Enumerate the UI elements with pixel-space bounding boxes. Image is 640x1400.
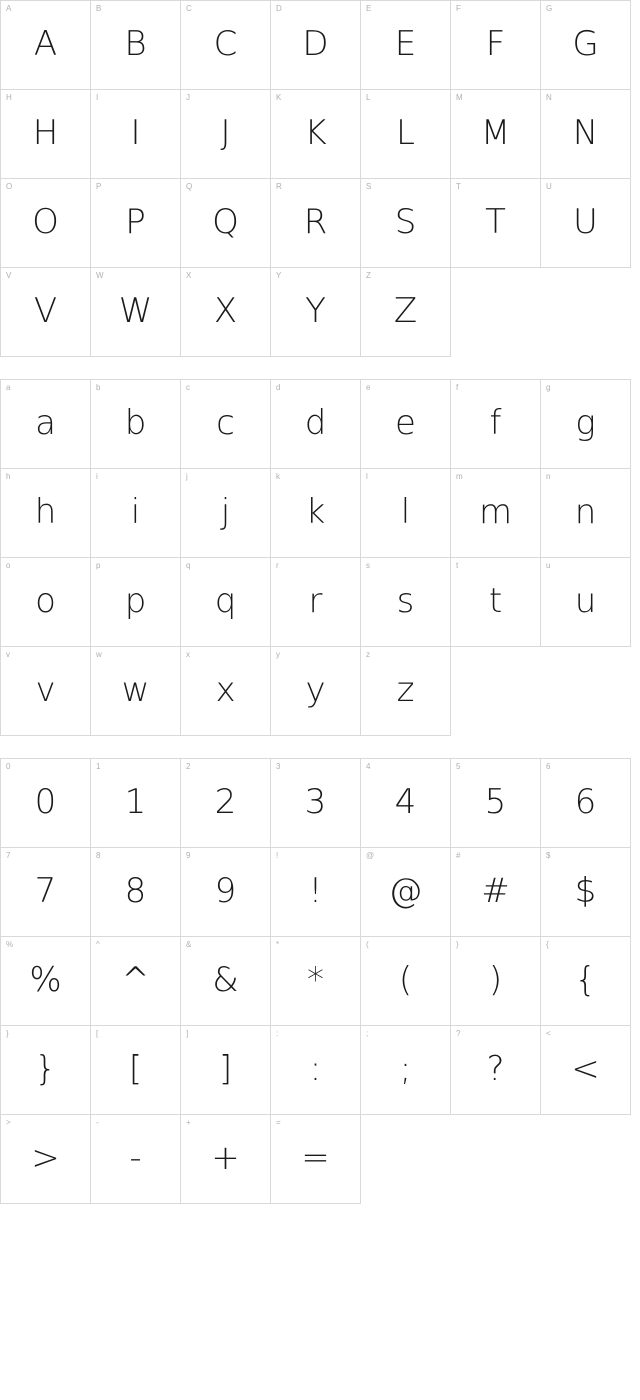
glyph-sample: s (396, 581, 415, 621)
glyph-code-label: } (6, 1029, 9, 1038)
glyph-code-label: I (96, 93, 99, 102)
glyph-sample: A (33, 24, 58, 64)
glyph-sample: 3 (304, 782, 327, 822)
glyph-code-label: V (6, 271, 12, 280)
glyph-sample: C (213, 24, 238, 64)
glyph-cell[interactable] (451, 179, 541, 268)
glyph-sample: 2 (214, 782, 237, 822)
glyph-sample: 6 (574, 782, 597, 822)
glyph-code-label: ? (456, 1029, 461, 1038)
glyph-sample: 8 (124, 871, 147, 911)
glyph-sample: S (394, 202, 417, 242)
glyph-cell[interactable] (361, 90, 451, 179)
glyph-sample: : (309, 1049, 322, 1089)
glyph-cell[interactable] (271, 380, 361, 469)
glyph-sample: t (488, 581, 503, 621)
glyph-sample: < (571, 1049, 600, 1089)
glyph-cell[interactable] (451, 759, 541, 848)
glyph-sample: P (125, 202, 146, 242)
glyph-sample: c (216, 403, 235, 443)
glyph-cell-empty (451, 268, 541, 357)
glyph-code-label: ^ (96, 940, 100, 949)
glyph-sample: % (29, 960, 62, 1000)
glyph-code-label: $ (546, 851, 551, 860)
glyph-cell[interactable] (361, 268, 451, 357)
glyph-code-label: i (96, 472, 98, 481)
glyph-code-label: o (6, 561, 11, 570)
glyph-code-label: ! (276, 851, 279, 860)
glyph-code-label: j (186, 472, 188, 481)
glyph-cell[interactable] (271, 1026, 361, 1115)
glyph-sample: y (305, 670, 326, 710)
glyph-sample: ? (486, 1049, 505, 1089)
glyph-sample: M (480, 113, 511, 153)
glyph-code-label: & (186, 940, 192, 949)
glyph-sample: a (35, 403, 56, 443)
glyph-code-label: @ (366, 851, 375, 860)
glyph-sample: ; (399, 1049, 412, 1089)
glyph-code-label: C (186, 4, 192, 13)
glyph-cell[interactable] (451, 1, 541, 90)
glyph-sample: m (478, 492, 513, 532)
glyph-code-label: F (456, 4, 461, 13)
glyph-cell[interactable] (1, 558, 91, 647)
glyph-cell-empty (541, 647, 631, 736)
glyph-cell[interactable] (181, 90, 271, 179)
glyph-code-label: G (546, 4, 553, 13)
glyph-cell[interactable] (361, 647, 451, 736)
glyph-code-label: O (6, 182, 13, 191)
glyph-code-label: w (96, 650, 102, 659)
glyph-code-label: t (456, 561, 459, 570)
glyph-cell[interactable] (541, 179, 631, 268)
glyph-sample: Q (212, 202, 239, 242)
glyph-cell[interactable] (91, 1026, 181, 1115)
glyph-sample: w (121, 670, 150, 710)
glyph-sample: } (34, 1049, 57, 1089)
glyph-code-label: 2 (186, 762, 191, 771)
glyph-sample: ] (218, 1049, 233, 1089)
glyph-cell[interactable] (541, 848, 631, 937)
glyph-code-label: 5 (456, 762, 461, 771)
glyph-cell[interactable] (361, 1026, 451, 1115)
glyph-sample: g (575, 403, 596, 443)
glyph-cell[interactable] (451, 937, 541, 1026)
glyph-code-label: W (96, 271, 104, 280)
glyph-code-label: m (456, 472, 463, 481)
glyph-code-label: A (6, 4, 12, 13)
glyph-code-label: 9 (186, 851, 191, 860)
glyph-code-label: P (96, 182, 102, 191)
glyph-cell[interactable] (1, 268, 91, 357)
glyph-code-label: E (366, 4, 372, 13)
glyph-sample: 7 (34, 871, 57, 911)
glyph-cell[interactable] (451, 848, 541, 937)
glyph-code-label: # (456, 851, 461, 860)
glyph-code-label: - (96, 1118, 99, 1127)
glyph-code-label: Z (366, 271, 371, 280)
glyph-code-label: N (546, 93, 552, 102)
glyph-sample: i (130, 492, 141, 532)
glyph-code-label: a (6, 383, 11, 392)
glyph-cell[interactable] (181, 848, 271, 937)
glyph-sample: q (214, 581, 237, 621)
glyph-sample: k (305, 492, 326, 532)
glyph-code-label: * (276, 940, 280, 949)
glyph-cell[interactable] (1, 179, 91, 268)
glyph-cell[interactable] (91, 1, 181, 90)
glyph-cell[interactable] (361, 469, 451, 558)
glyph-cell[interactable] (181, 1115, 271, 1204)
glyph-sample: Z (393, 291, 418, 331)
glyph-code-label: < (546, 1029, 551, 1038)
glyph-code-label: 3 (276, 762, 281, 771)
glyph-sample: W (118, 291, 153, 331)
glyph-sample: # (481, 871, 510, 911)
glyph-code-label: g (546, 383, 551, 392)
glyph-sample: h (34, 492, 57, 532)
glyph-cell[interactable] (271, 937, 361, 1026)
glyph-cell[interactable] (91, 937, 181, 1026)
glyph-cell-empty (361, 1115, 451, 1204)
glyph-cell[interactable] (451, 380, 541, 469)
glyph-cell[interactable] (1, 380, 91, 469)
glyph-code-label: y (276, 650, 280, 659)
glyph-sample: * (307, 960, 324, 1000)
glyph-cell[interactable] (181, 558, 271, 647)
glyph-code-label: K (276, 93, 282, 102)
glyph-cell[interactable] (541, 937, 631, 1026)
glyph-sample: n (574, 492, 597, 532)
glyph-cell[interactable] (91, 469, 181, 558)
glyph-cell[interactable] (451, 469, 541, 558)
glyph-sample: r (308, 581, 323, 621)
glyph-cell[interactable] (541, 469, 631, 558)
glyph-code-label: T (456, 182, 461, 191)
glyph-code-label: 4 (366, 762, 371, 771)
glyph-code-label: M (456, 93, 463, 102)
glyph-cell-empty (451, 647, 541, 736)
glyph-code-label: + (186, 1118, 191, 1127)
glyph-cell[interactable] (181, 759, 271, 848)
glyph-code-label: n (546, 472, 551, 481)
glyph-cell[interactable] (271, 179, 361, 268)
glyph-cell[interactable] (271, 268, 361, 357)
glyph-sample: v (35, 670, 56, 710)
glyph-block-digits-and-symbols (0, 758, 631, 1204)
glyph-cell[interactable] (541, 380, 631, 469)
glyph-cell-empty (541, 1115, 631, 1204)
glyph-code-label: d (276, 383, 281, 392)
glyph-code-label: U (546, 182, 552, 191)
glyph-cell[interactable] (271, 90, 361, 179)
glyph-code-label: % (6, 940, 14, 949)
glyph-sample: p (124, 581, 147, 621)
glyph-sample: Y (305, 291, 326, 331)
glyph-cell[interactable] (1, 848, 91, 937)
glyph-cell[interactable] (541, 90, 631, 179)
glyph-sample: & (212, 960, 239, 1000)
glyph-code-label: Q (186, 182, 193, 191)
glyph-code-label: 6 (546, 762, 551, 771)
glyph-sample: D (302, 24, 329, 64)
glyph-cell[interactable] (1, 469, 91, 558)
glyph-sample: ) (488, 960, 503, 1000)
glyph-sample: 5 (484, 782, 507, 822)
glyph-cell[interactable] (91, 558, 181, 647)
glyph-code-label: ( (366, 940, 369, 949)
glyph-code-label: { (546, 940, 549, 949)
glyph-cell[interactable] (181, 1, 271, 90)
glyph-sample: ^ (121, 960, 150, 1000)
glyph-code-label: l (366, 472, 368, 481)
glyph-cell[interactable] (181, 380, 271, 469)
glyph-sample: [ (128, 1049, 143, 1089)
glyph-cell[interactable] (91, 268, 181, 357)
glyph-cell[interactable] (1, 1026, 91, 1115)
glyph-sample: - (129, 1138, 142, 1178)
glyph-cell[interactable] (361, 380, 451, 469)
glyph-sample: ! (308, 871, 323, 911)
glyph-sample: j (220, 492, 231, 532)
glyph-cell[interactable] (451, 90, 541, 179)
glyph-cell[interactable] (181, 937, 271, 1026)
glyph-cell[interactable] (541, 1, 631, 90)
glyph-sample: B (124, 24, 147, 64)
glyph-sample: > (31, 1138, 60, 1178)
glyph-code-label: D (276, 4, 282, 13)
glyph-cell[interactable] (271, 1, 361, 90)
glyph-sample: E (394, 24, 417, 64)
glyph-cell[interactable] (91, 848, 181, 937)
glyph-sample: o (35, 581, 56, 621)
glyph-code-label: 1 (96, 762, 101, 771)
glyph-sample: $ (574, 871, 597, 911)
glyph-code-label: H (6, 93, 12, 102)
glyph-code-label: > (6, 1118, 11, 1127)
glyph-code-label: R (276, 182, 282, 191)
glyph-sample: J (220, 113, 231, 153)
glyph-sample: R (303, 202, 328, 242)
glyph-sample: V (33, 291, 58, 331)
glyph-code-label: e (366, 383, 371, 392)
glyph-cell[interactable] (361, 1, 451, 90)
glyph-code-label: k (276, 472, 280, 481)
glyph-sample: T (485, 202, 506, 242)
glyph-cell[interactable] (361, 937, 451, 1026)
glyph-sample: O (32, 202, 59, 242)
glyph-cell[interactable] (1, 647, 91, 736)
glyph-cell[interactable] (1, 937, 91, 1026)
glyph-cell[interactable] (91, 179, 181, 268)
glyph-code-label: p (96, 561, 101, 570)
glyph-sample: K (304, 113, 327, 153)
glyph-cell[interactable] (1, 1, 91, 90)
glyph-sample: G (572, 24, 599, 64)
glyph-block-uppercase (0, 0, 631, 357)
glyph-sample: z (396, 670, 415, 710)
glyph-cell[interactable] (361, 558, 451, 647)
glyph-code-label: r (276, 561, 279, 570)
glyph-code-label: z (366, 650, 370, 659)
glyph-code-label: B (96, 4, 102, 13)
glyph-code-label: Y (276, 271, 282, 280)
glyph-sample: @ (388, 871, 423, 911)
glyph-code-label: S (366, 182, 372, 191)
glyph-cell[interactable] (1, 90, 91, 179)
glyph-code-label: L (366, 93, 371, 102)
glyph-code-label: b (96, 383, 101, 392)
glyph-cell[interactable] (91, 90, 181, 179)
glyph-code-label: f (456, 383, 459, 392)
glyph-code-label: u (546, 561, 551, 570)
glyph-sample: U (573, 202, 598, 242)
glyph-cell[interactable] (271, 759, 361, 848)
glyph-cell[interactable] (181, 469, 271, 558)
glyph-cell[interactable] (271, 558, 361, 647)
glyph-cell[interactable] (91, 380, 181, 469)
glyph-code-label: 8 (96, 851, 101, 860)
glyph-sample: b (124, 403, 147, 443)
glyph-code-label: c (186, 383, 190, 392)
glyph-cell[interactable] (181, 179, 271, 268)
glyph-sample: l (400, 492, 411, 532)
glyph-cell-empty (541, 268, 631, 357)
glyph-cell[interactable] (451, 1026, 541, 1115)
glyph-cell-empty (451, 1115, 541, 1204)
glyph-block-lowercase (0, 379, 631, 736)
glyph-sample: H (32, 113, 59, 153)
glyph-code-label: X (186, 271, 192, 280)
glyph-cell[interactable] (271, 647, 361, 736)
glyph-sample: { (574, 960, 597, 1000)
glyph-code-label: ; (366, 1029, 369, 1038)
glyph-code-label: J (186, 93, 190, 102)
glyph-code-label: [ (96, 1029, 99, 1038)
glyph-sample: N (572, 113, 599, 153)
glyph-cell[interactable] (91, 647, 181, 736)
glyph-sample: F (485, 24, 506, 64)
glyph-code-label: : (276, 1029, 279, 1038)
glyph-code-label: h (6, 472, 11, 481)
glyph-code-label: x (186, 650, 190, 659)
glyph-sample: = (301, 1138, 330, 1178)
glyph-sample: x (215, 670, 236, 710)
glyph-sample: 1 (124, 782, 147, 822)
glyph-cell[interactable] (361, 759, 451, 848)
glyph-code-label: 7 (6, 851, 11, 860)
glyph-cell[interactable] (271, 848, 361, 937)
glyph-sample: L (396, 113, 415, 153)
glyph-cell[interactable] (181, 647, 271, 736)
glyph-cell[interactable] (91, 759, 181, 848)
glyph-sample: X (213, 291, 238, 331)
glyph-code-label: s (366, 561, 370, 570)
glyph-code-label: ] (186, 1029, 189, 1038)
glyph-sample: + (211, 1138, 240, 1178)
glyph-sample: d (304, 403, 327, 443)
glyph-cell[interactable] (1, 759, 91, 848)
glyph-cell[interactable] (181, 1026, 271, 1115)
glyph-cell[interactable] (1, 1115, 91, 1204)
glyph-cell[interactable] (541, 558, 631, 647)
glyph-sample: I (130, 113, 141, 153)
glyph-sample: 4 (394, 782, 417, 822)
glyph-cell[interactable] (271, 469, 361, 558)
glyph-code-label: q (186, 561, 191, 570)
glyph-sample: e (395, 403, 416, 443)
glyph-cell[interactable] (361, 179, 451, 268)
glyph-cell[interactable] (451, 558, 541, 647)
glyph-code-label: 0 (6, 762, 11, 771)
glyph-cell[interactable] (181, 268, 271, 357)
glyph-cell[interactable] (91, 1115, 181, 1204)
glyph-cell[interactable] (271, 1115, 361, 1204)
glyph-sample: u (574, 581, 597, 621)
glyph-cell[interactable] (541, 759, 631, 848)
glyph-code-label: v (6, 650, 10, 659)
glyph-code-label: = (276, 1118, 281, 1127)
glyph-cell[interactable] (361, 848, 451, 937)
glyph-sample: 0 (34, 782, 57, 822)
glyph-cell[interactable] (541, 1026, 631, 1115)
glyph-sample: f (489, 403, 502, 443)
glyph-sample: 9 (214, 871, 237, 911)
glyph-code-label: ) (456, 940, 459, 949)
glyph-sample: ( (398, 960, 413, 1000)
